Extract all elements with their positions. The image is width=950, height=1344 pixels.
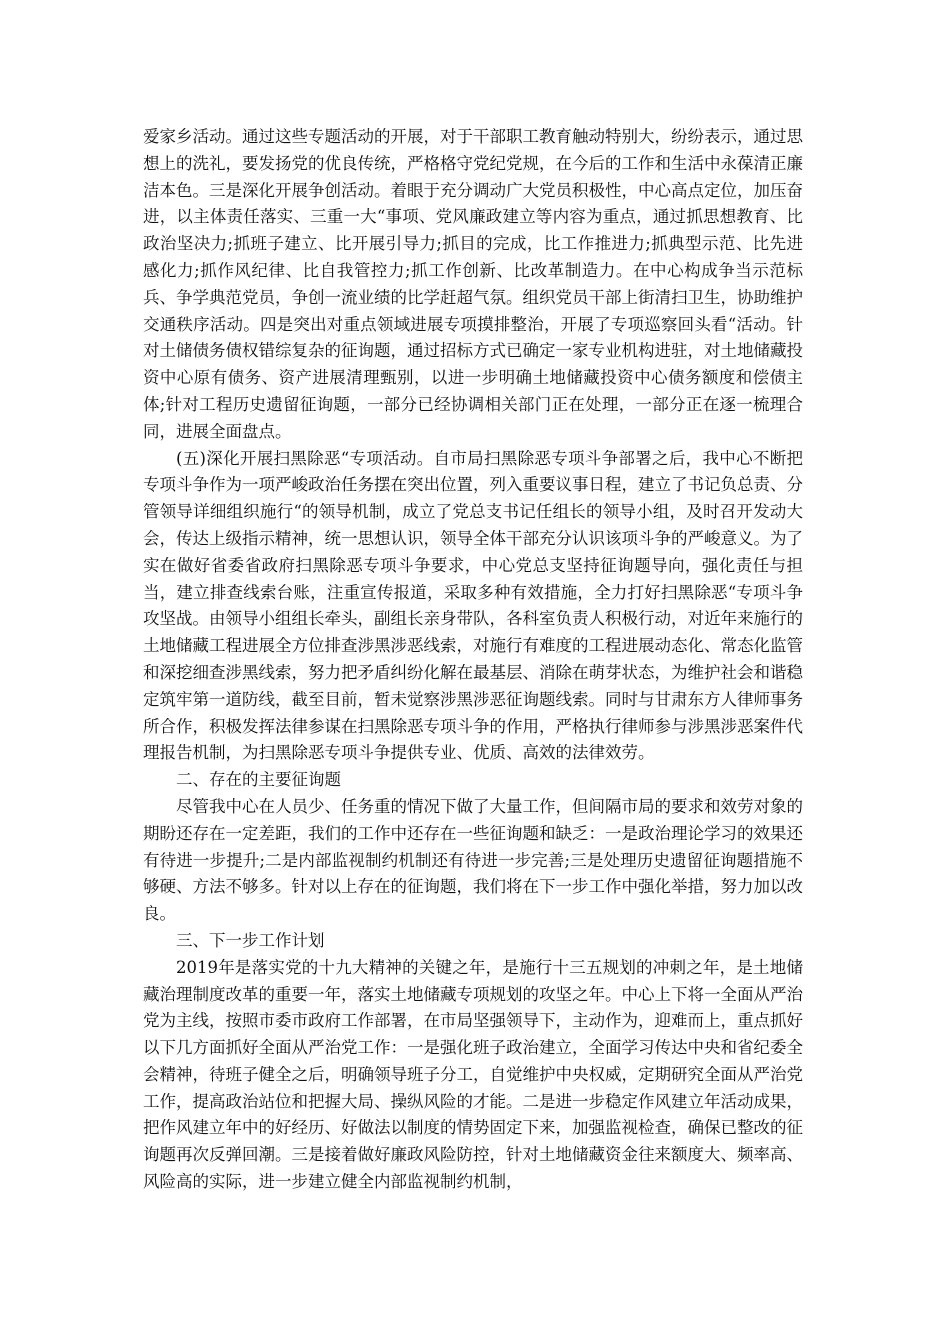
section-heading-plan: 三、下一步工作计划 <box>176 930 325 950</box>
body-paragraph-2: (五)深化开展扫黑除恶“专项活动。自市局扫黑除恶专项斗争部署之后，我中心不断把专项斗争作为一项严峻政治任务摆在突出位置，列入重要议事日程，建立了书记负总责、分管领导详细组织施行“的领导机制，成立了党总支书记任组长的领导小组，及时召开发动大会，传达上级指示精神，统一思想认识，领导全体干部充分认识该项斗争的严峻意义。为了实在做好省委省政府扫黑除恶专项斗争要求，中心党总支坚持征询题导向，强化责任与担当，建立排查线索台账，注重宣传报道，采取多种有效措施，全力打好扫黑除恶“专项斗争攻坚战。由领导小组组长牵头，副组长亲身带队，各科室负责人积极行动，对近年来施行的土地储藏工程进展全方位排查涉黑涉恶线索，对施行有难度的工程进展动态化、常态化监管和深挖细查涉黑线索，努力把矛盾纠纷化解在最基层、消除在萌芽状态，为维护社会和谐稳定筑牢第一道防线，截至目前，暂未觉察涉黑涉恶征询题线索。同时与甘肃东方人律师事务所合作，积极发挥法律参谋在扫黑除恶专项斗争的作用，严格执行律师参与涉黑涉恶案件代理报告机制，为扫黑除恶专项斗争提供专业、优质、高效的法律效劳。 <box>143 448 803 763</box>
section-heading-issues: 二、存在的主要征询题 <box>176 770 341 790</box>
body-paragraph-1: 爱家乡活动。通过这些专题活动的开展，对于干部职工教育触动特别大，纷纷表示，通过思想上的洗礼，要发扬党的优良传统，严格格守党纪党规，在今后的工作和生活中永葆清正廉洁本色。三是深化开展争创活动。着眼于充分调动广大党员积极性，中心高点定位，加压奋进，以主体责任落实、三重一大“事项、党风廉政建立等内容为重点，通过抓思想教育、比政治坚决力;抓班子建立、比开展引导力;抓目的完成，比工作推进力;抓典型示范、比先进感化力;抓作风纪律、比自我管控力;抓工作创新、比改革制造力。在中心构成争当示范标兵、争学典范党员，争创一流业绩的比学赶超气氛。组织党员干部上街清扫卫生，协助维护交通秩序活动。四是突出对重点领域进展专项摸排整治，开展了专项巡察回头看“活动。针对土储债务债权错综复杂的征询题，通过招标方式已确定一家专业机构进驻，对土地储藏投资中心原有债务、资产进展清理甄别，以进一步明确土地储藏投资中心债务额度和偿债主体;针对工程历史遗留征询题，一部分已经协调相关部门正在处理，一部分正在逐一梳理合同，进展全面盘点。 <box>143 127 803 441</box>
body-paragraph-3: 尽管我中心在人员少、任务重的情况下做了大量工作，但间隔市局的要求和效劳对象的期盼还存在一定差距，我们的工作中还存在一些征询题和缺乏：一是政治理论学习的效果还有待进一步提升;二是内部监视制约机制还有待进一步完善;三是处理历史遗留征询题措施不够硬、方法不够多。针对以上存在的征询题，我们将在下一步工作中强化举措，努力加以改良。 <box>143 796 803 924</box>
document-page <box>143 124 803 1196</box>
body-paragraph-4: 2019年是落实党的十九大精神的关键之年，是施行十三五规划的冲刺之年，是土地储藏治理制度改革的重要一年，落实土地储藏专项规划的攻坚之年。中心上下将一全面从严治党为主线，按照市委市政府工作部署，在市局坚强领导下，主动作为，迎难而上，重点抓好以下几方面抓好全面从严治党工作：一是强化班子政治建立，全面学习传达中央和省纪委全会精神，待班子健全之后，明确领导班子分工，自觉维护中央权威，定期研究全面从严治党工作，提高政治站位和把握大局、操纵风险的才能。二是进一步稳定作风建立年活动成果，把作风建立年中的好经历、好做法以制度的情势固定下来，加强监视检查，确保已整改的征询题再次反弹回潮。三是接着做好廉政风险防控，针对土地储藏资金往来额度大、频率高、风险高的实际，进一步建立健全内部监视制约机制， <box>143 957 803 1192</box>
